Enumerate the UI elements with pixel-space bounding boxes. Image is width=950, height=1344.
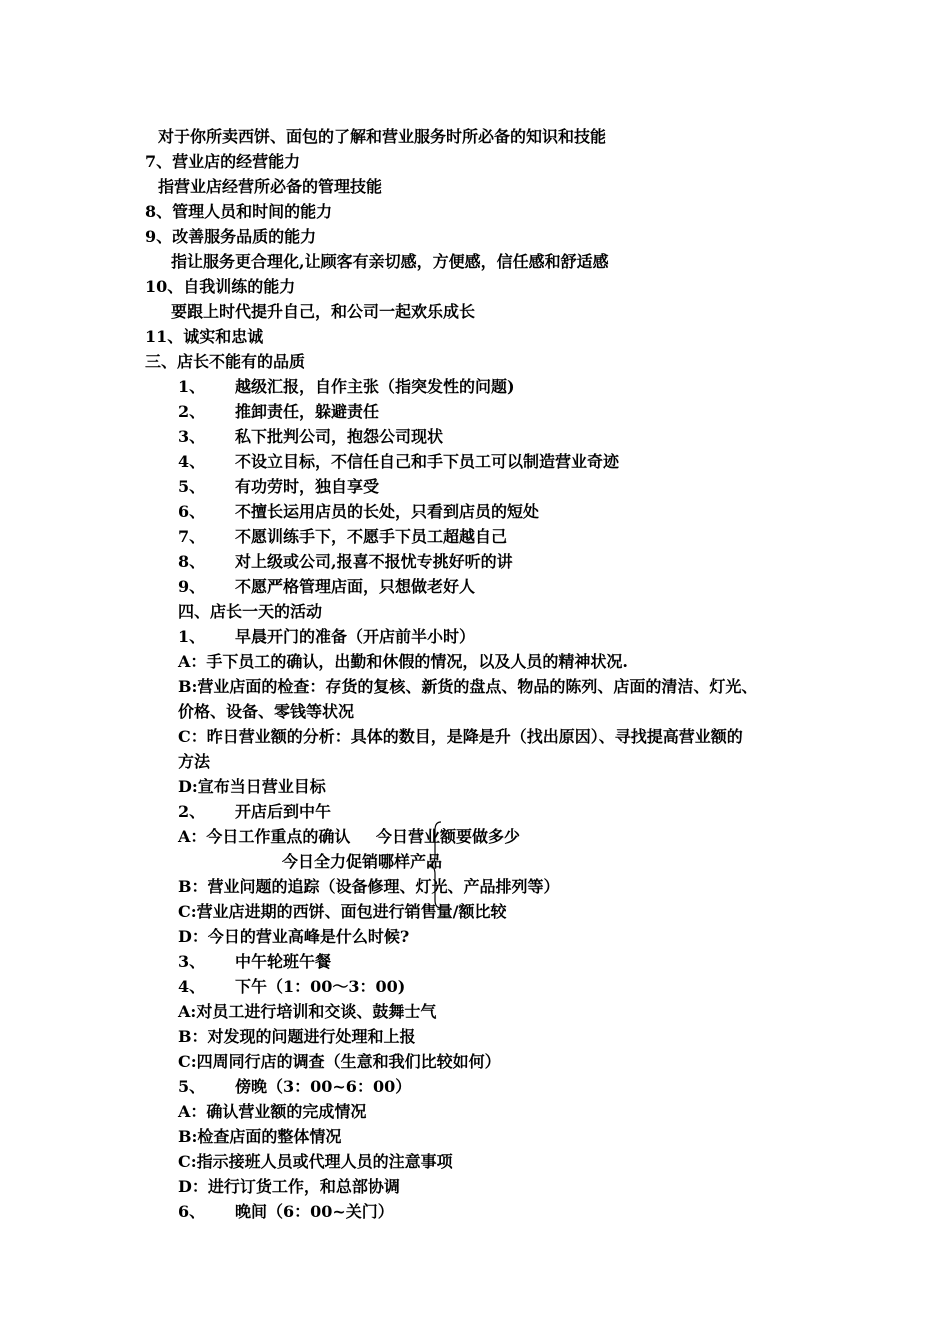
list-number: 6、 [178, 1202, 206, 1221]
text-line: B：营业问题的追踪（设备修理、灯光、产品排列等） [178, 877, 560, 896]
text-line: 指营业店经营所必备的管理技能 [158, 177, 383, 196]
list-item [178, 802, 331, 822]
list-number: 1、 [178, 627, 206, 646]
list-text: 有功劳时，独自享受 [235, 477, 380, 496]
list-text: 私下批判公司，抱怨公司现状 [235, 427, 444, 446]
chapter-heading: 四、店长一天的活动 [178, 602, 323, 621]
list-number: 5、 [178, 1077, 206, 1096]
list-text: 晚间（6：00~关门） [235, 1202, 394, 1221]
list-number: 2、 [178, 402, 206, 421]
text-line: 对于你所卖西饼、面包的了解和营业服务时所必备的知识和技能 [158, 127, 607, 146]
section-heading: 7、营业店的经营能力 [145, 152, 301, 171]
list-number: 1、 [178, 377, 206, 396]
text-line: 今日营业额要做多少 [376, 827, 521, 846]
text-line: 指让服务更合理化,让顾客有亲切感，方便感，信任感和舒适感 [171, 252, 609, 271]
list-item [178, 502, 539, 522]
text-line: B:检查店面的整体情况 [178, 1127, 342, 1146]
text-line: A：今日工作重点的确认 [178, 827, 351, 846]
list-item [178, 977, 405, 997]
text-line: B：对发现的问题进行处理和上报 [178, 1027, 416, 1046]
list-number: 6、 [178, 502, 206, 521]
text-line: A:对员工进行培训和交谈、鼓舞士气 [178, 1002, 437, 1021]
list-item [178, 527, 507, 547]
list-item [178, 477, 379, 497]
text-line: C:四周同行店的调查（生意和我们比较如何） [178, 1052, 501, 1071]
list-text: 不设立目标，不信任自己和手下员工可以制造营业奇迹 [235, 452, 620, 471]
list-text: 早晨开门的准备（开店前半小时） [235, 627, 476, 646]
list-text: 不愿严格管理店面，只想做老好人 [235, 577, 476, 596]
text-line: C：昨日营业额的分析：具体的数目，是降是升（找出原因）、寻找提高营业额的 [178, 727, 743, 746]
list-number: 2、 [178, 802, 206, 821]
list-item [178, 1077, 411, 1097]
list-number: 3、 [178, 427, 206, 446]
list-number: 8、 [178, 552, 206, 571]
text-line: B:营业店面的检查：存货的复核、新货的盘点、物品的陈列、店面的清洁、灯光、 [178, 677, 758, 696]
text-line: 今日全力促销哪样产品 [282, 852, 443, 871]
section-heading: 8、管理人员和时间的能力 [145, 202, 333, 221]
text-line: C:营业店进期的西饼、面包进行销售量/额比较 [178, 902, 507, 921]
list-text: 对上级或公司,报喜不报忧专挑好听的讲 [235, 552, 513, 571]
list-text: 不愿训练手下，不愿手下员工超越自己 [235, 527, 508, 546]
text-line: D：进行订货工作，和总部协调 [178, 1177, 400, 1196]
text-line: C:指示接班人员或代理人员的注意事项 [178, 1152, 453, 1171]
list-text: 中午轮班午餐 [235, 952, 332, 971]
list-item [178, 552, 513, 572]
list-number: 3、 [178, 952, 206, 971]
list-number: 4、 [178, 452, 206, 471]
list-item [178, 377, 515, 397]
chapter-heading: 三、店长不能有的品质 [145, 352, 306, 371]
section-heading: 10、自我训练的能力 [145, 277, 296, 296]
list-text: 下午（1：00～3：00) [235, 977, 406, 996]
list-number: 9、 [178, 577, 206, 596]
text-line: A：确认营业额的完成情况 [178, 1102, 367, 1121]
list-text: 开店后到中午 [235, 802, 332, 821]
section-heading: 9、改善服务品质的能力 [145, 227, 317, 246]
list-item [178, 577, 475, 597]
list-number: 4、 [178, 977, 206, 996]
text-line: A：手下员工的确认，出勤和休假的情况，以及人员的精神状况. [178, 652, 628, 671]
list-text: 不擅长运用店员的长处，只看到店员的短处 [235, 502, 540, 521]
text-line: D：今日的营业高峰是什么时候? [178, 927, 410, 946]
text-line: D:宣布当日营业目标 [178, 777, 326, 796]
text-line: 方法 [178, 752, 211, 771]
list-number: 5、 [178, 477, 206, 496]
list-item [178, 627, 475, 647]
text-line: 价格、设备、零钱等状况 [178, 702, 355, 721]
list-item [178, 452, 619, 472]
list-number: 7、 [178, 527, 206, 546]
list-text: 推卸责任，躲避责任 [235, 402, 380, 421]
list-item [178, 427, 443, 447]
list-text: 傍晚（3：00~6：00） [235, 1077, 412, 1096]
list-item [178, 1202, 394, 1222]
list-item [178, 402, 379, 422]
list-text: 越级汇报，自作主张（指突发性的问题) [235, 377, 515, 396]
list-item [178, 952, 331, 972]
text-line: 要跟上时代提升自己，和公司一起欢乐成长 [171, 302, 476, 321]
section-heading: 11、诚实和忠诚 [145, 327, 264, 346]
